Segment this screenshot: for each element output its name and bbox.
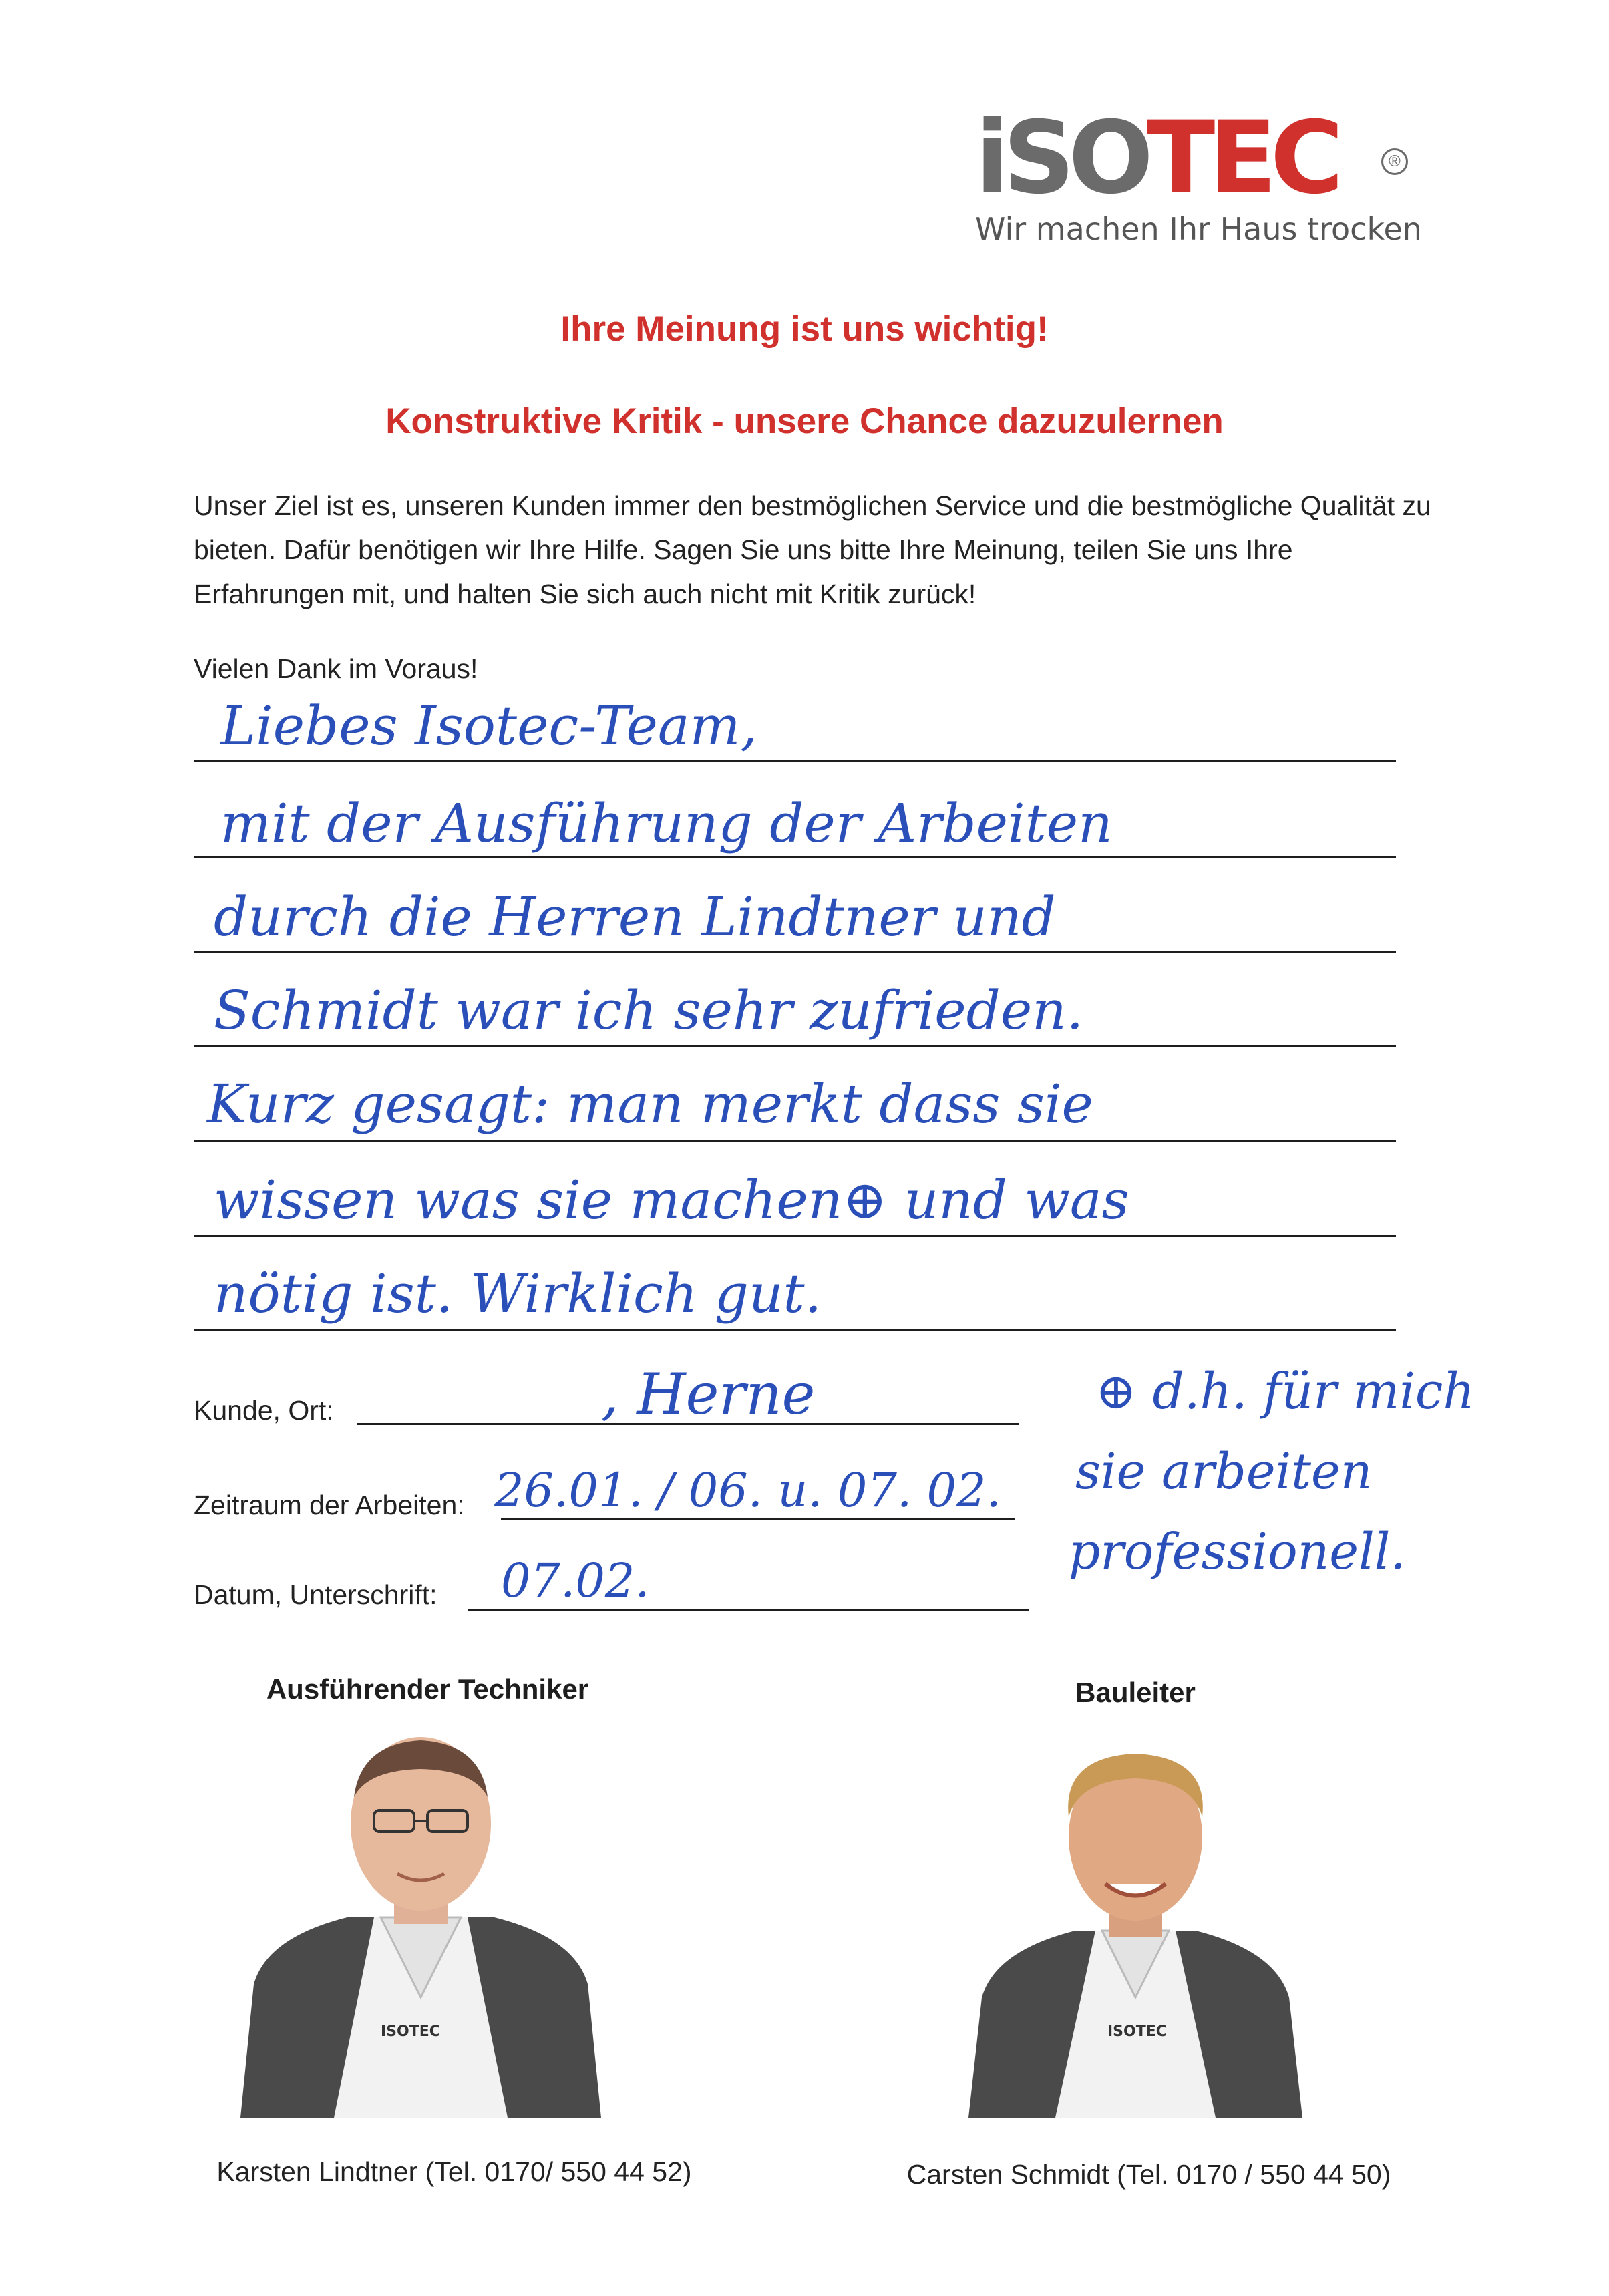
technician-role: Ausführender Techniker	[266, 1673, 589, 1705]
handwritten-line: durch die Herren Lindtner und	[214, 886, 1056, 948]
handwritten-line: wissen was sie machen⊕ und was	[214, 1169, 1129, 1231]
writing-line	[194, 1140, 1396, 1142]
logo-wordmark	[975, 100, 1337, 216]
site-manager-portrait	[928, 1717, 1343, 2118]
date-label: Datum, Unterschrift:	[194, 1579, 437, 1610]
side-note-line: sie arbeiten	[1075, 1443, 1373, 1500]
thanks-text: Vielen Dank im Voraus!	[194, 653, 478, 684]
site-manager-caption: Carsten Schmidt (Tel. 0170 / 550 44 50)	[906, 2159, 1391, 2190]
period-label: Zeitraum der Arbeiten:	[194, 1490, 465, 1520]
technician-caption: Karsten Lindtner (Tel. 0170/ 550 44 52)	[216, 2156, 692, 2187]
writing-line	[194, 1329, 1396, 1331]
side-note-line: professionell.	[1069, 1523, 1406, 1581]
writing-line	[194, 1045, 1396, 1047]
date-line	[468, 1609, 1029, 1611]
handwritten-line: Kurz gesagt: man merkt dass sie	[207, 1073, 1093, 1135]
writing-line	[194, 1235, 1396, 1237]
customer-value: , Herne	[601, 1361, 816, 1427]
logo-tagline: Wir machen Ihr Haus trocken	[975, 211, 1422, 247]
writing-line	[194, 856, 1396, 858]
page-title: Ihre Meinung ist uns wichtig!	[560, 309, 1049, 349]
handwritten-line: nötig ist. Wirklich gut.	[214, 1263, 822, 1325]
customer-label: Kunde, Ort:	[194, 1395, 334, 1426]
period-value: 26.01. / 06. u. 07. 02.	[494, 1463, 1001, 1518]
shirt-logo: ISOTEC	[1107, 2023, 1167, 2040]
period-line	[501, 1518, 1015, 1520]
page-subtitle: Konstruktive Kritik - unsere Chance dazuzulernen	[385, 401, 1224, 441]
technician-portrait	[214, 1717, 628, 2118]
handwritten-line: Liebes Isotec-Team,	[220, 695, 757, 757]
side-note-line: ⊕ d.h. für mich	[1095, 1363, 1475, 1420]
site-manager-role: Bauleiter	[1075, 1677, 1196, 1708]
handwritten-line: Schmidt war ich sehr zufrieden.	[214, 979, 1084, 1041]
writing-line	[194, 760, 1396, 762]
registered-mark: ®	[1381, 148, 1408, 175]
isotec-logo	[975, 100, 1422, 271]
shirt-logo: ISOTEC	[381, 2023, 440, 2040]
logo-part-iso: iSO	[975, 100, 1147, 216]
handwritten-line: mit der Ausführung der Arbeiten	[220, 792, 1113, 854]
intro-paragraph: Unser Ziel ist es, unseren Kunden immer den bestmöglichen Service und die bestmögliche Qualität zu bieten. Dafür benötigen wir Ihre Hilfe. Sagen Sie uns bitte Ihre Meinung, teilen Sie uns Ihre Erfahrungen mit, und halten Sie sich auch nicht mit Kritik zurück!	[194, 490, 1431, 609]
date-value: 07.02.	[501, 1553, 650, 1608]
site-manager-photo	[928, 1717, 1343, 2118]
logo-part-tec: TEC	[1146, 100, 1337, 216]
technician-photo	[214, 1717, 628, 2118]
writing-line	[194, 951, 1396, 953]
